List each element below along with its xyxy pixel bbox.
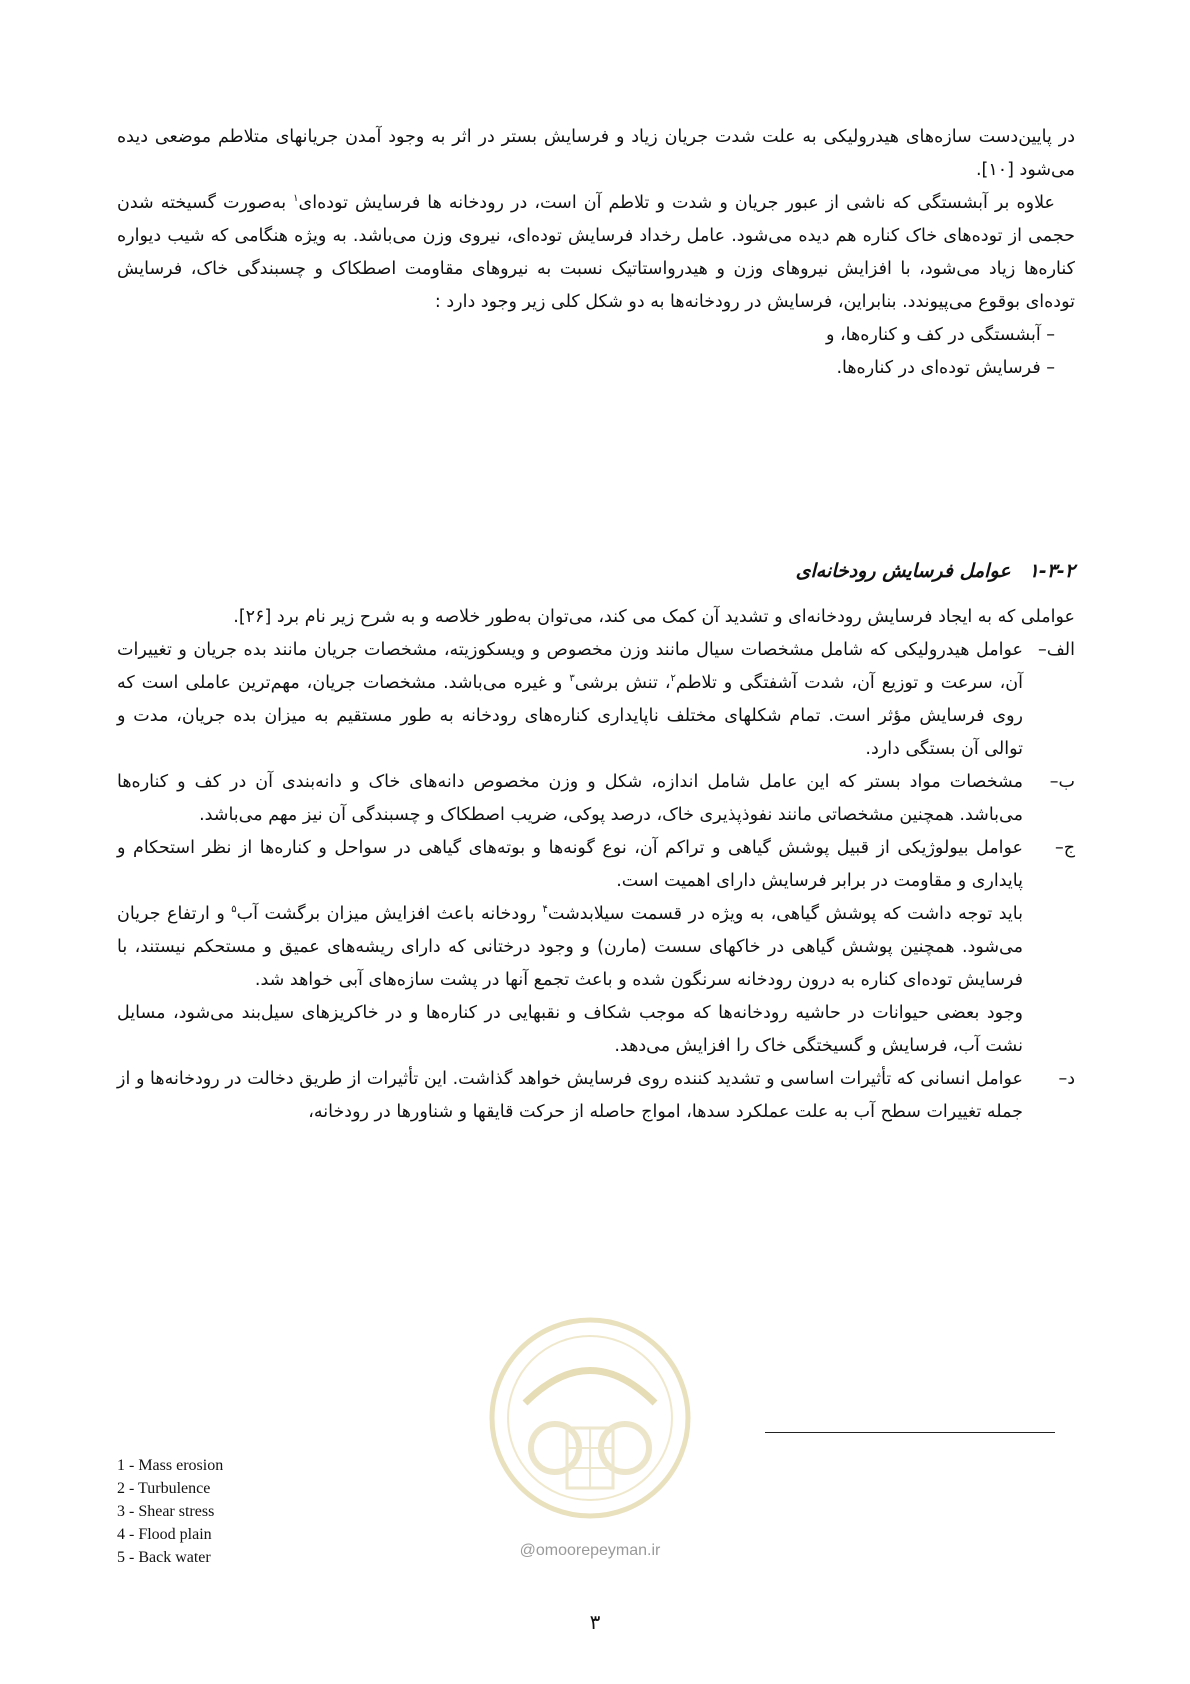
watermark-text: @omoorepeyman.ir bbox=[519, 1542, 661, 1559]
watermark-seal-icon bbox=[485, 1308, 695, 1538]
footnote: 2 - Turbulence bbox=[117, 1480, 211, 1497]
footnote: 3 - Shear stress bbox=[117, 1503, 215, 1520]
footnote-ref-4: ۴ bbox=[542, 904, 548, 916]
footnote-ref-1: ۱ bbox=[293, 193, 299, 205]
item-label: ج– bbox=[1054, 838, 1075, 858]
page-number: ۳ bbox=[589, 1610, 601, 1634]
list-item-a bbox=[117, 634, 1075, 766]
intro-paragraph-1: در پایین‌دست سازه‌های هیدرولیکی به علت شدت جریان زیاد و فرسایش بستر در اثر به وجود آمدن جریانهای متلاطم موضعی دیده می‌شود [۱۰]. bbox=[117, 127, 1075, 180]
item-text: عوامل انسانی که تأثیرات اساسی و تشدید کننده روی فرسایش خواهد گذاشت. این تأثیرات از طریق دخالت در رودخانه‌ها و از جمله تغییرات سطح آب به علت عملکرد سدها، امواج حاصله از حرکت قایقها و شناورها در رودخانه، bbox=[117, 1069, 1023, 1122]
intro-paragraph-2: علاوه بر آبشستگی که ناشی از عبور جریان و شدت و تلاطم آن است، در رودخانه ها فرسایش توده‌ای$^۱$ به‌صورت گسیخته شدن حجمی از توده‌های خاک کناره هم دیده می‌شود. عامل رخداد فرسایش توده‌ای، نیروی وزن می‌باشد. به ویژه هنگامی که شیب دیواره کناره‌ها زیاد می‌شود، با افزایش نیروهای وزن و هیدرواستاتیک نسبت به نیروهای مقاومت اصطکاک و چسبندگی خاک، فرسایش توده‌ای بوقوع می‌پیوندد. بنابراین، فرسایش در رودخانه‌ها به دو شکل کلی زیر وجود دارد : bbox=[117, 193, 1075, 312]
section-number: ۱-۳-۲ bbox=[1028, 560, 1075, 582]
item-c-continuation-1: باید توجه داشت که پوشش گیاهی، به ویژه در قسمت سیلابدشت$^۴$ رودخانه باعث افزایش میزان برگشت آب$^۵$ و ارتفاع جریان می‌شود. همچنین پوشش گیاهی در خاکهای سست (مارن) و وجود درختانی که دارای ریشه‌های عمیق و مستحکم نیستند، با فرسایش توده‌ای کناره به درون رودخانه سرنگون شده و باعث تجمع آنها در پشت سازه‌های آبی خواهد شد. bbox=[117, 904, 1024, 990]
intro-section bbox=[117, 121, 1075, 385]
footnote: 5 - Back water bbox=[117, 1549, 211, 1566]
list-item-d bbox=[117, 1063, 1075, 1129]
item-label: الف– bbox=[1037, 640, 1075, 660]
footnotes bbox=[117, 1454, 417, 1569]
footnote-ref-5: ۵ bbox=[231, 904, 237, 916]
bullet-mass-erosion: – فرسایش توده‌ای در کناره‌ها. bbox=[836, 358, 1055, 378]
item-label: ب– bbox=[1049, 772, 1075, 792]
section-body bbox=[117, 601, 1075, 1129]
list-item-c bbox=[117, 832, 1075, 898]
footnote-divider bbox=[765, 1432, 1055, 1433]
footnote-ref-3: ۳ bbox=[569, 673, 575, 685]
item-c-continuation-2: وجود بعضی حیوانات در حاشیه رودخانه‌ها که موجب شکاف و نقبهایی در کناره‌ها و در خاکریزهای سیل‌بند می‌شود، مسایل نشت آب، فرسایش و گسیختگی خاک را افزایش می‌دهد. bbox=[117, 1003, 1023, 1056]
section-title: عوامل فرسایش رودخانه‌ای bbox=[795, 560, 1011, 582]
item-label: د– bbox=[1058, 1069, 1075, 1089]
item-text: عوامل هیدرولیکی که شامل مشخصات سیال مانند وزن مخصوص و ویسکوزیته، مشخصات جریان مانند بده جریان و تغییرات آن، سرعت و توزیع آن، شدت آشفتگی و تلاطم$^۲$، تنش برشی$^۳$ و غیره می‌باشد. مشخصات جریان، مهم‌ترین عاملی است که روی فرسایش مؤثر است. تمام شکلهای مختلف ناپایداری کناره‌های رودخانه به طور مستقیم به میزان بده جریان، مدت و توالی آن بستگی دارد. bbox=[117, 640, 1024, 759]
footnote-ref-2: ۲ bbox=[670, 673, 676, 685]
item-text: عوامل بیولوژیکی از قبیل پوشش گیاهی و تراکم آن، نوع گونه‌ها و بوته‌های گیاهی در سواحل و کناره‌ها از نظر استحکام و پایداری و مقاومت در برابر فرسایش دارای اهمیت است. bbox=[117, 838, 1023, 891]
item-text: مشخصات مواد بستر که این عامل شامل اندازه، شکل و وزن مخصوص دانه‌های خاک و دانه‌بندی آن در کف و کناره‌ها می‌باشد. همچنین مشخصاتی مانند نفوذپذیری خاک، درصد پوکی، ضریب اصطکاک و چسبندگی آن نیز مهم می‌باشد. bbox=[117, 772, 1023, 825]
footnote: 1 - Mass erosion bbox=[117, 1457, 224, 1474]
section-heading bbox=[117, 560, 1075, 582]
section-lead: عواملی که به ایجاد فرسایش رودخانه‌ای و تشدید آن کمک می کند، می‌توان به‌طور خلاصه و به شرح زیر نام برد [۲۶]. bbox=[233, 607, 1075, 627]
footnote: 4 - Flood plain bbox=[117, 1526, 212, 1543]
list-item-b bbox=[117, 766, 1075, 832]
bullet-scour: – آبشستگی در کف و کناره‌ها، و bbox=[826, 325, 1055, 345]
